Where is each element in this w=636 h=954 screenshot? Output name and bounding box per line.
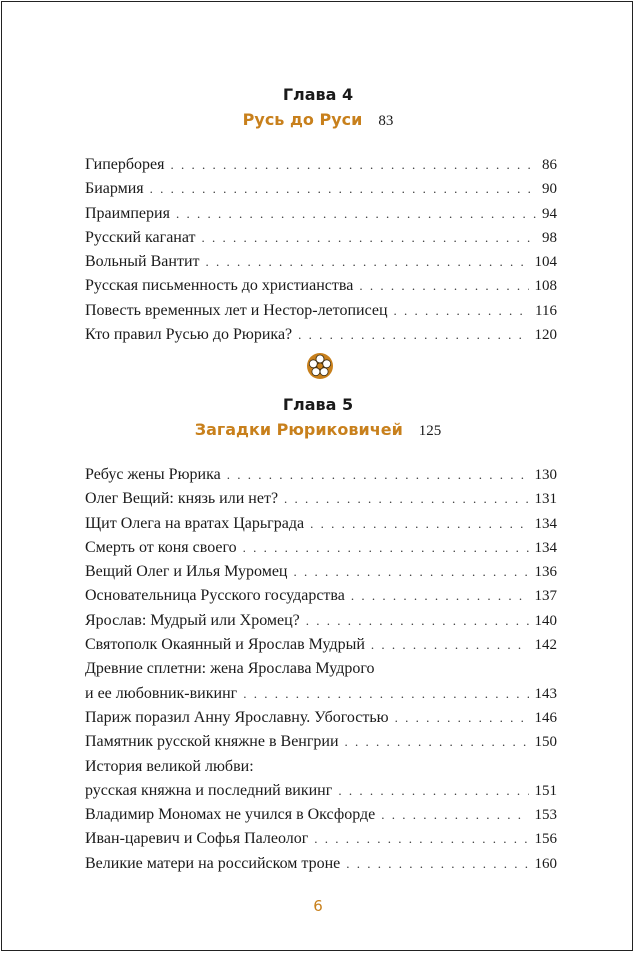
toc-entry-page: 150	[534, 734, 557, 751]
toc-entry-title: Великие матери на российском троне	[85, 854, 341, 872]
chapter-title[interactable]: Русь до Руси	[242, 110, 363, 129]
toc-entry-page: 130	[534, 467, 557, 483]
toc-entry[interactable]	[85, 755, 557, 779]
dot-leader	[306, 609, 529, 633]
toc-entry[interactable]	[85, 202, 557, 226]
toc-entry-title: Олег Вещий: князь или нет?	[85, 490, 279, 508]
toc-entry-title: История великой любви:	[85, 757, 254, 775]
toc-entry-title: Ребус жены Рюрика	[85, 466, 221, 483]
toc-entry[interactable]	[85, 487, 557, 511]
toc-entry[interactable]	[85, 560, 557, 584]
toc-entry[interactable]	[85, 827, 557, 851]
toc-entry-page: 140	[534, 612, 557, 629]
chapter-5-toc	[85, 463, 557, 876]
toc-entry-title: Кто правил Русью до Рюрика?	[85, 326, 293, 344]
toc-entry-title: Владимир Мономах не учился в Оксфорде	[85, 806, 376, 824]
toc-entry-page: 104	[534, 254, 557, 271]
toc-entry-page: 120	[534, 327, 557, 344]
toc-entry[interactable]	[85, 177, 557, 201]
dot-leader	[243, 536, 529, 560]
toc-entry[interactable]	[85, 274, 557, 298]
toc-entry-title: Вещий Олег и Илья Муромец	[85, 563, 288, 581]
toc-entry[interactable]	[85, 706, 557, 730]
dot-leader	[294, 560, 529, 584]
dot-leader	[381, 803, 528, 827]
dot-leader	[298, 323, 528, 347]
dot-leader	[284, 487, 528, 511]
toc-entry[interactable]	[85, 226, 557, 250]
dot-leader	[345, 730, 529, 754]
chapter-4-toc	[85, 153, 557, 347]
toc-entry[interactable]	[85, 779, 557, 803]
dot-leader	[359, 274, 528, 298]
dot-leader	[371, 633, 529, 657]
toc-entry-title: Иван-царевич и Софья Палеолог	[85, 830, 309, 848]
dot-leader	[314, 827, 528, 851]
toc-entry-page: 151	[534, 782, 557, 799]
toc-entry-page: 108	[534, 278, 557, 295]
chapter-page: 83	[378, 113, 394, 129]
toc-entry-page: 90	[542, 181, 557, 198]
toc-entry[interactable]	[85, 463, 557, 487]
toc-entry[interactable]	[85, 852, 557, 876]
toc-entry[interactable]	[85, 153, 557, 177]
toc-entry-page: 156	[534, 831, 557, 848]
toc-entry-page: 98	[542, 229, 557, 246]
toc-entry-title: Основательница Русского государства	[85, 587, 345, 605]
dot-leader	[243, 682, 528, 706]
toc-entry[interactable]	[85, 250, 557, 274]
toc-entry-title: Париж поразил Анну Ярославну. Убогостью	[85, 708, 389, 726]
dot-leader	[346, 852, 528, 876]
dot-leader	[394, 299, 530, 323]
chapter-title[interactable]: Загадки Рюриковичей	[194, 420, 403, 439]
toc-entry[interactable]	[85, 299, 557, 323]
dot-leader	[338, 779, 528, 803]
toc-entry[interactable]	[85, 657, 557, 681]
toc-entry-page: 94	[542, 205, 557, 222]
toc-entry-title: русская княжна и последний викинг	[85, 781, 333, 799]
toc-entry-title: и ее любовник-викинг	[85, 684, 238, 702]
toc-entry-page: 137	[534, 588, 557, 605]
toc-entry-page: 136	[534, 564, 557, 581]
chapter-label: Глава 4	[282, 85, 354, 104]
toc-entry-page: 153	[534, 807, 557, 824]
dot-leader	[176, 202, 536, 226]
toc-entry-title: Русский каганат	[85, 228, 196, 246]
toc-entry-title: Биармия	[85, 180, 144, 198]
chapter-label: Глава 5	[282, 395, 354, 414]
dot-leader	[351, 584, 529, 608]
toc-entry-title: Русская письменность до христианства	[85, 277, 354, 295]
toc-entry-page: 134	[534, 539, 557, 556]
toc-entry-page: 160	[534, 855, 557, 872]
dot-leader	[170, 153, 536, 177]
toc-entry-title: Памятник русской княжне в Венгрии	[85, 733, 339, 751]
toc-entry-page: 142	[534, 637, 557, 654]
dot-leader	[227, 463, 529, 487]
toc-entry[interactable]	[85, 512, 557, 536]
toc-entry-title: Щит Олега на вратах Царьграда	[85, 514, 305, 532]
dot-leader	[202, 226, 536, 250]
chapter-5-header	[0, 395, 636, 442]
toc-entry-page: 131	[534, 491, 557, 508]
chapter-page: 125	[418, 423, 442, 439]
toc-entry-page: 86	[542, 157, 557, 173]
toc-entry-page: 116	[535, 302, 557, 319]
toc-entry-title: Вольный Вантит	[85, 253, 200, 271]
dot-leader	[206, 250, 529, 274]
toc-entry-page: 143	[534, 685, 557, 702]
page-number: 6	[313, 897, 323, 915]
toc-entry[interactable]	[85, 633, 557, 657]
toc-entry-title: Смерть от коня своего	[85, 538, 237, 556]
toc-entry-page: 134	[534, 515, 557, 532]
dot-leader	[150, 177, 536, 201]
toc-entry-title: Гиперборея	[85, 156, 165, 173]
flower-ornament-icon	[306, 352, 334, 380]
toc-entry[interactable]	[85, 584, 557, 608]
toc-entry-title: Древние сплетни: жена Ярослава Мудрого	[85, 660, 375, 678]
toc-entry[interactable]	[85, 803, 557, 827]
toc-entry[interactable]	[85, 609, 557, 633]
toc-entry-title: Повесть временных лет и Нестор-летописец	[85, 301, 388, 319]
toc-entry-title: Праимперия	[85, 204, 170, 222]
toc-entry-page: 146	[534, 709, 557, 726]
toc-entry[interactable]	[85, 536, 557, 560]
toc-entry-title: Святополк Окаянный и Ярослав Мудрый	[85, 636, 365, 654]
toc-entry[interactable]	[85, 323, 557, 347]
toc-entry-title: Ярослав: Мудрый или Хромец?	[85, 611, 300, 629]
toc-entry[interactable]	[85, 682, 557, 706]
dot-leader	[310, 512, 528, 536]
dot-leader	[395, 706, 529, 730]
toc-entry[interactable]	[85, 730, 557, 754]
chapter-4-header	[0, 85, 636, 132]
